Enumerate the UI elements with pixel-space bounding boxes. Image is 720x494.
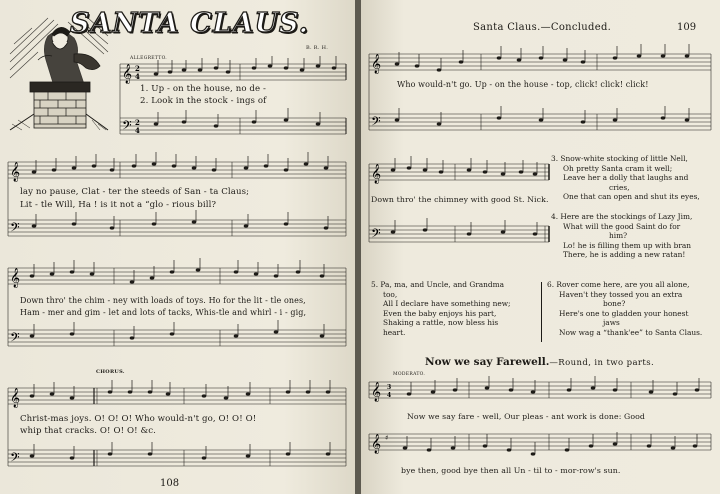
- svg-text:2: 2: [135, 64, 140, 73]
- svg-text:𝄞: 𝄞: [371, 164, 382, 184]
- svg-text:𝄞: 𝄞: [371, 54, 382, 74]
- verse-5-line-5: Shaking a rattle, now bless his: [383, 318, 499, 328]
- verse-5-line-2: too,: [383, 289, 398, 299]
- svg-text:4: 4: [387, 392, 392, 399]
- verse-3-line-1: 3. Snow-white stocking of little Nell,: [551, 154, 688, 163]
- farewell-subtitle: —Round, in two parts.: [549, 358, 655, 368]
- lyric-line-2: 2. Look in the stock - ings of: [140, 96, 267, 106]
- svg-text:𝄢: 𝄢: [122, 118, 132, 136]
- verse-6-line-6: Now wag a “thank'ee” to Santa Claus.: [559, 327, 703, 337]
- verse-5-line-6: heart.: [383, 327, 406, 337]
- verse-4-line-3: him?: [609, 231, 628, 241]
- composer-credit: B. R. H.: [306, 45, 329, 51]
- verse-3-line-2: Oh pretty Santa cram it well;: [563, 163, 673, 173]
- lyric-line-7: Christ-mas joys. O! O! O! Who would-n't go, O! O! O!: [20, 414, 257, 424]
- svg-text:♯: ♯: [385, 434, 389, 442]
- tempo-marking: ALLEGRETTO.: [130, 56, 168, 61]
- lyric-line-r1: Who would-n't go. Up - on the house - top, click! click! click!: [397, 80, 649, 89]
- verse-3-line-3: Leave her a dolly that laughs and: [563, 173, 689, 183]
- verse-6-line-1: 6. Rover come here, are you all alone,: [547, 280, 690, 289]
- staff-system-r1: [369, 40, 713, 140]
- svg-text:𝄞: 𝄞: [122, 64, 133, 84]
- farewell-heading: [425, 356, 654, 368]
- svg-text:𝄞: 𝄞: [10, 162, 21, 182]
- lyric-line-5: Down thro' the chim - ney with loads of toys. Ho for the lit - tle ones,: [20, 296, 306, 305]
- verse-4-line-2: What will the good Saint do for: [563, 221, 681, 231]
- verse-4: [551, 212, 692, 260]
- farewell-tempo: MODERATO.: [393, 372, 426, 377]
- farewell-staff-1: [369, 372, 713, 408]
- svg-text:𝄞: 𝄞: [10, 388, 21, 408]
- chorus-label: CHORUS.: [96, 369, 125, 375]
- lyric-line-r2: Down thro' the chimney with good St. Nick.: [371, 195, 549, 204]
- farewell-title: Now we say Farewell.: [425, 356, 550, 368]
- verse-6-line-4: Here's one to gladden your honest: [559, 308, 689, 318]
- svg-text:𝄢: 𝄢: [10, 330, 20, 348]
- svg-text:𝄞: 𝄞: [371, 434, 382, 454]
- svg-text:𝄢: 𝄢: [10, 220, 20, 238]
- svg-text:3: 3: [387, 384, 392, 391]
- verse-divider: [541, 282, 542, 342]
- svg-text:𝄞: 𝄞: [371, 382, 382, 402]
- svg-text:𝄞: 𝄞: [10, 268, 21, 288]
- verse-6-line-3: bone?: [603, 299, 626, 309]
- running-head: Santa Claus.—Concluded.: [473, 22, 612, 33]
- right-page-number: 109: [677, 22, 697, 33]
- svg-text:4: 4: [135, 72, 140, 81]
- svg-text:𝄢: 𝄢: [371, 114, 381, 132]
- farewell-lyric-2: bye then, good bye then all Un - til to - mor-row's sun.: [401, 466, 621, 475]
- verse-3-line-4: cries,: [609, 182, 630, 192]
- staff-system-4: [8, 374, 348, 474]
- farewell-staff-2: [369, 424, 713, 464]
- farewell-lyric-1: Now we say fare - well, Our pleas - ant work is done: Good: [407, 412, 646, 421]
- lyric-line-3: lay no pause, Clat - ter the steeds of San - ta Claus;: [20, 187, 250, 197]
- verse-5-line-4: Even the baby enjoys his part,: [383, 308, 497, 318]
- lyric-line-4: Lit - tle Will, Ha ! is it not a “glo - rious bill?: [20, 200, 217, 210]
- verse-3: [551, 154, 700, 202]
- left-page-number: 108: [160, 478, 180, 489]
- verse-4-line-5: There, he is adding a new ratan!: [563, 250, 686, 260]
- lyric-line-6: Ham - mer and gim - let and lots of tacks, Whis-tle and whirl - i - gig,: [20, 308, 307, 317]
- verse-5: [371, 280, 511, 338]
- left-page: [0, 0, 355, 494]
- verse-6-line-2: Haven't they tossed you an extra: [559, 289, 683, 299]
- lyric-line-1: 1. Up - on the house, no de -: [140, 84, 267, 94]
- verse-5-line-3: All I declare have something new;: [383, 299, 511, 309]
- staff-system-r2: [369, 150, 553, 260]
- svg-text:4: 4: [135, 126, 140, 135]
- lyric-line-8: whip that cracks. O! O! O! &c.: [20, 426, 156, 436]
- right-page: [361, 0, 720, 494]
- verse-3-line-5: One that can open and shut its eyes,: [563, 192, 700, 202]
- verse-6: [547, 280, 702, 338]
- verse-4-line-1: 4. Here are the stockings of Lazy Jim,: [551, 212, 693, 221]
- svg-text:𝄢: 𝄢: [10, 450, 20, 468]
- verse-4-line-4: Lo! he is filling them up with bran: [563, 240, 692, 250]
- staff-system-3: [8, 258, 348, 354]
- svg-text:𝄢: 𝄢: [371, 226, 381, 244]
- verse-6-line-5: jaws: [603, 318, 620, 328]
- verse-5-line-1: 5. Pa, ma, and Uncle, and Grandma: [371, 280, 505, 289]
- staff-system-2: [8, 152, 348, 244]
- svg-text:2: 2: [135, 118, 140, 127]
- song-title: SANTA CLAUS.: [70, 8, 309, 39]
